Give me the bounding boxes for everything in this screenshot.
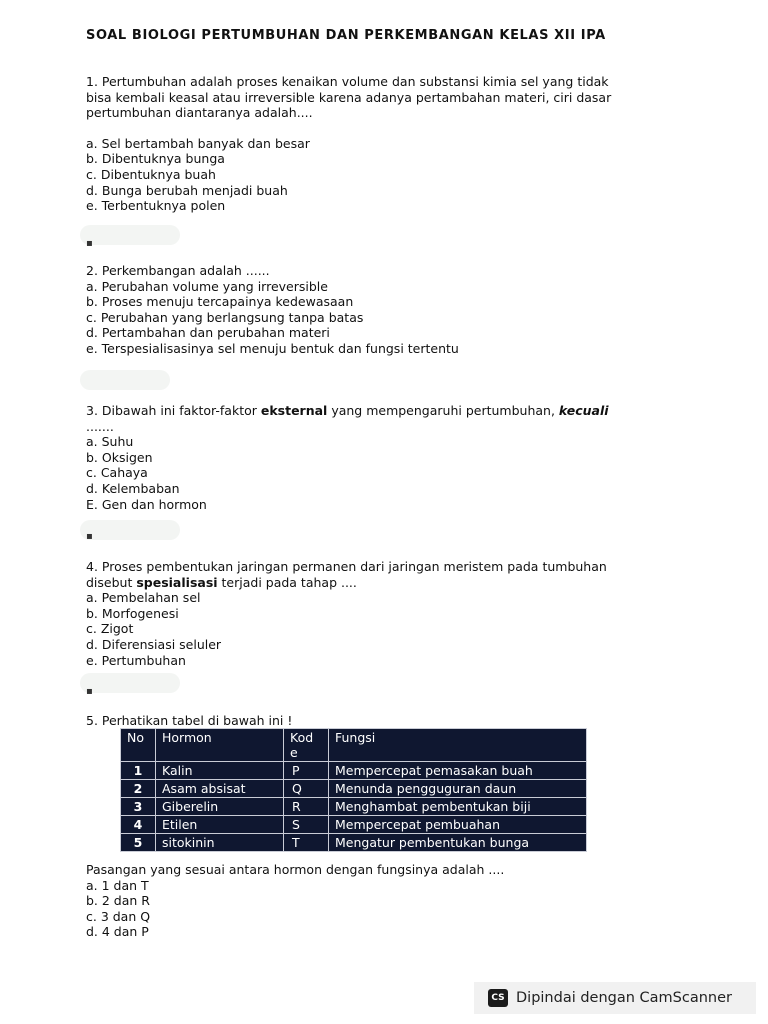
question-1-option-a: a. Sel bertambah banyak dan besar (86, 135, 310, 151)
question-4-option-c: c. Zigot (86, 621, 134, 637)
question-4-stem-text: terjadi pada tahap .... (217, 574, 357, 590)
question-1-option-b: b. Dibentuknya bunga (86, 151, 225, 167)
scan-smudge (80, 520, 180, 540)
table-cell-kode: P (284, 762, 329, 780)
question-2-option-e: e. Terspesialisasinya sel menuju bentuk dan fungsi tertentu (86, 340, 459, 356)
question-3-stem-continuation: ....... (86, 418, 114, 434)
scan-dot: ▪ (86, 531, 93, 542)
table-cell-fungsi: Menghambat pembentukan biji (329, 798, 587, 816)
camscanner-text: Dipindai dengan CamScanner (516, 990, 733, 1006)
table-cell-hormon: Asam absisat (156, 780, 284, 798)
question-4-stem-line2 (86, 575, 696, 591)
table-row (121, 798, 587, 816)
question-3-stem-emphasis: eksternal (260, 403, 328, 418)
table-cell-hormon: Kalin (156, 762, 284, 780)
question-4-stem-emphasis: spesialisasi (136, 574, 218, 590)
scan-smudge (80, 673, 180, 693)
table-cell-no: 4 (121, 816, 156, 834)
scan-dot: ▪ (86, 686, 93, 697)
question-5-option-a: a. 1 dan T (86, 877, 149, 893)
table-cell-hormon: sitokinin (156, 834, 284, 852)
table-row (121, 816, 587, 834)
question-1-option-e: e. Terbentuknya polen (86, 198, 226, 214)
question-5-followup (86, 862, 504, 940)
question-3-stem (86, 403, 696, 419)
question-3-stem-text: yang mempengaruhi pertumbuhan, (327, 403, 559, 418)
scan-dot: ▪ (86, 238, 93, 249)
question-1-option-c: c. Dibentuknya buah (86, 166, 216, 182)
question-5-prompt: Pasangan yang sesuai antara hormon dengan fungsinya adalah .... (86, 862, 505, 877)
question-5-option-b: b. 2 dan R (86, 893, 150, 909)
question-1-stem-line: 1. Pertumbuhan adalah proses kenaikan volume dan substansi kimia sel yang tidak (86, 74, 609, 89)
table-header-kode (284, 729, 329, 762)
table-cell-fungsi: Mempercepat pemasakan buah (329, 762, 587, 780)
table-cell-kode: Q (284, 780, 329, 798)
question-3-option-c: c. Cahaya (86, 465, 148, 481)
question-3-option-e: E. Gen dan hormon (86, 496, 207, 512)
question-5-option-c: c. 3 dan Q (86, 908, 151, 924)
table-cell-fungsi: Mengatur pembentukan bunga (329, 834, 587, 852)
table-cell-fungsi: Menunda pengguguran daun (329, 780, 587, 798)
question-2-option-a: a. Perubahan volume yang irreversible (86, 278, 328, 294)
table-header-row (121, 729, 587, 762)
table-cell-hormon: Etilen (156, 816, 284, 834)
table-cell-no: 1 (121, 762, 156, 780)
table-cell-no: 2 (121, 780, 156, 798)
table-cell-hormon: Giberelin (156, 798, 284, 816)
question-1-stem-line: bisa kembali keasal atau irreversible karena adanya pertambahan materi, ciri dasar (86, 89, 612, 105)
question-3-stem-text: 3. Dibawah ini faktor-faktor (86, 403, 261, 418)
question-5-stem: 5. Perhatikan tabel di bawah ini ! (86, 713, 293, 728)
question-1-stem (86, 74, 696, 121)
table-header-fungsi: Fungsi (329, 729, 587, 762)
question-1-stem-line: pertumbuhan diantaranya adalah.... (86, 105, 313, 121)
camscanner-logo-icon: CS (488, 989, 508, 1007)
question-4-stem-text: disebut (86, 574, 137, 590)
question-4 (86, 559, 696, 668)
question-4-option-b: b. Morfogenesi (86, 605, 179, 621)
question-2-option-d: d. Pertambahan dan perubahan materi (86, 325, 330, 341)
question-3-option-b: b. Oksigen (86, 449, 153, 465)
table-cell-kode: T (284, 834, 329, 852)
question-5 (86, 713, 696, 729)
question-2 (86, 263, 696, 357)
table-cell-kode: R (284, 798, 329, 816)
question-2-option-c: c. Perubahan yang berlangsung tanpa batas (86, 309, 364, 325)
hormone-table (120, 728, 587, 852)
table-header-kode-text: Kod e (290, 730, 314, 760)
page-title: SOAL BIOLOGI PERTUMBUHAN DAN PERKEMBANGAN KELAS XII IPA (86, 28, 606, 43)
table-cell-no: 3 (121, 798, 156, 816)
question-2-option-b: b. Proses menuju tercapainya kedewasaan (86, 294, 354, 310)
table-cell-no: 5 (121, 834, 156, 852)
question-4-stem: 4. Proses pembentukan jaringan permanen dari jaringan meristem pada tumbuhan (86, 559, 607, 574)
table-header-no: No (121, 729, 156, 762)
question-3 (86, 403, 696, 512)
table-row (121, 780, 587, 798)
question-1-option-d: d. Bunga berubah menjadi buah (86, 182, 288, 198)
question-1 (86, 74, 696, 214)
question-4-option-d: d. Diferensiasi seluler (86, 636, 222, 652)
question-3-option-a: a. Suhu (86, 434, 134, 450)
table-cell-kode: S (284, 816, 329, 834)
question-3-stem-exception: kecuali (558, 403, 609, 418)
table-row (121, 762, 587, 780)
camscanner-watermark (474, 982, 756, 1014)
question-4-option-a: a. Pembelahan sel (86, 590, 201, 606)
table-row (121, 834, 587, 852)
question-3-option-d: d. Kelembaban (86, 480, 180, 496)
question-4-option-e: e. Pertumbuhan (86, 652, 186, 668)
scan-smudge (80, 370, 170, 390)
question-2-stem: 2. Perkembangan adalah ...... (86, 263, 270, 278)
table-cell-fungsi: Mempercepat pembuahan (329, 816, 587, 834)
question-5-option-d: d. 4 dan P (86, 924, 149, 940)
table-header-hormon: Hormon (156, 729, 284, 762)
scan-smudge (80, 225, 180, 245)
